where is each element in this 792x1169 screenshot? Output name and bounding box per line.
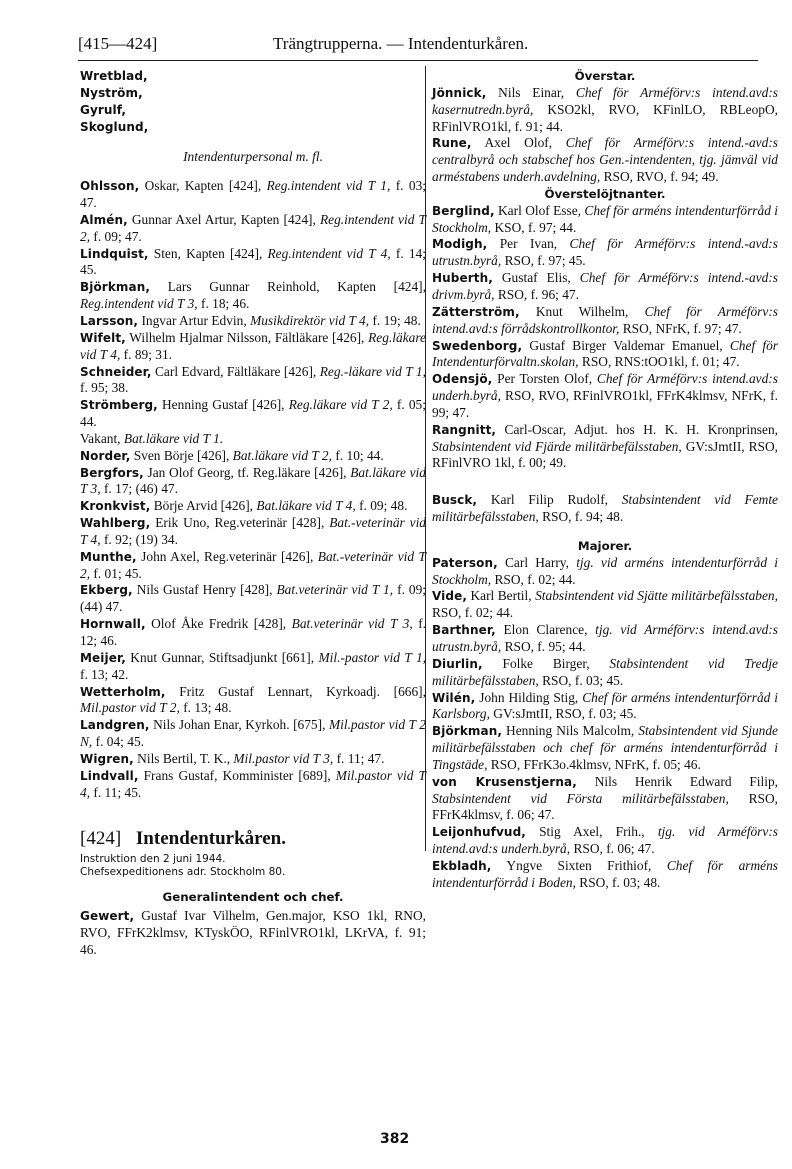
person-position: Reg.intendent vid T 1,	[266, 178, 391, 194]
person-position: Stabsintendent vid Sjunde militärbefälsstaben och chef för arméns intendenturförråd i Tingstäde,	[432, 723, 778, 772]
person-decorations: f. 09; (44) 47.	[80, 582, 427, 615]
person-name: Modigh,	[432, 237, 488, 252]
person-name: Busck,	[432, 493, 478, 508]
person-name: Vide,	[432, 589, 467, 604]
person-name: Ohlsson,	[80, 179, 140, 194]
person-position: Reg.intendent vid T 3,	[80, 296, 198, 312]
person-details: Karl Bertil,	[470, 588, 532, 604]
person-decorations: GV:sJmtII, RSO, f. 03; 45.	[493, 706, 637, 722]
person-position: Stabsintendent vid Tredje militärbefälsstaben,	[432, 655, 778, 688]
entry-list-personnel	[80, 178, 426, 801]
person-decorations: f. 89; 31.	[123, 346, 173, 362]
person-decorations: RSO, FFrK4klmsv, f. 06; 47.	[432, 790, 778, 823]
person-details: Karl Filip Rudolf,	[490, 492, 609, 508]
person-entry	[432, 236, 778, 270]
person-position: Bat.läkare vid T 4,	[256, 498, 356, 514]
person-decorations: f. 11; 47.	[336, 750, 385, 766]
person-entry	[432, 203, 778, 237]
general-heading: Generalintendent och chef.	[162, 890, 344, 905]
person-details: Stig Axel, Frih.,	[539, 824, 645, 840]
person-entry	[80, 448, 426, 465]
section-title: Intendenturkåren.	[135, 828, 286, 850]
person-decorations: RSO, NFrK, f. 97; 47.	[622, 320, 742, 336]
person-details: Gustaf Ivar Vilhelm, Gen.major, KSO 1kl, RNO, RVO, FFrK2klmsv, KTyskÖO, RFinlVRO1kl, LKrVA, f. 91; 46.	[80, 908, 426, 957]
person-details: Oskar, Kapten [424],	[144, 178, 262, 194]
person-name: Diurlin,	[432, 656, 483, 671]
person-name: von Krusenstjerna,	[432, 774, 577, 789]
rank-heading: Majorer.	[577, 538, 633, 553]
person-entry	[432, 858, 778, 892]
person-details: Erik Uno, Reg.veterinär [428],	[155, 515, 325, 531]
person-name: Larsson,	[80, 313, 139, 328]
person-details: Per Torsten Olof,	[497, 371, 593, 387]
person-position: Chef för Arméförv:s intend.-avd:s centralbyrå och stabschef hos Gen.-intendenten, tjg. jämväl vid arméstabens underh.avdelning,	[432, 135, 778, 185]
person-decorations: RSO, RVO, RFinlVRO1kl, FFrK4klmsv, NFrK, f. 99; 47.	[432, 388, 778, 420]
person-name: Wetterholm,	[80, 684, 166, 699]
person-entry	[80, 582, 426, 616]
person-name: Gewert,	[80, 909, 135, 924]
person-decorations: f. 12; 46.	[80, 616, 426, 648]
person-position: Bat.-veterinär vid T 2,	[80, 548, 426, 581]
person-decorations: KSO2kl, RVO, KFinlLO, RBLeopO, RFinlVRO1kl, f. 91; 44.	[432, 101, 778, 134]
person-name: Almén,	[80, 212, 128, 227]
person-entry	[432, 338, 778, 372]
person-decorations: f. 14; 45.	[80, 245, 426, 278]
person-name: Paterson,	[432, 555, 498, 570]
rank-sections	[432, 68, 778, 892]
person-decorations: f. 18; 46.	[201, 296, 250, 312]
person-entry	[80, 616, 426, 650]
person-decorations: RSO, f. 02; 44.	[494, 571, 576, 587]
person-entry	[80, 768, 426, 802]
person-details: John Hilding Stig,	[479, 689, 579, 705]
person-details: Fritz Gustaf Lennart, Kyrkoadj. [666],	[179, 683, 426, 699]
person-details: Ingvar Artur Edvin,	[141, 312, 247, 328]
person-position: Chef för arméns intendenturförråd i Stockholm,	[432, 202, 778, 235]
person-name: Landgren,	[80, 718, 150, 733]
person-position: Stabsintendent vid Sjätte militärbefälsstaben,	[535, 588, 778, 604]
person-position: tjg. vid Arméförv:s intend.avd:s utrustn.byrå,	[432, 622, 778, 654]
person-details: Vakant,	[80, 430, 121, 446]
person-name: Hornwall,	[80, 617, 146, 632]
person-name: Skoglund,	[80, 119, 149, 134]
person-decorations: KSO, f. 97; 44.	[494, 219, 577, 235]
person-position: Reg.intendent vid T 2,	[80, 211, 426, 244]
person-position: Bat.veterinär vid T 3,	[291, 616, 413, 632]
person-decorations: f. 19; 48.	[372, 312, 421, 328]
person-name: Wilén,	[432, 690, 476, 705]
person-name: Norder,	[80, 448, 131, 463]
right-column	[432, 68, 778, 892]
person-details: Yngve Sixten Frithiof,	[506, 857, 652, 873]
header-title: Trängtrupperna. — Intendenturkåren.	[273, 34, 529, 53]
person-name: Björkman,	[80, 280, 151, 295]
person-details: Gustaf Birger Valdemar Emanuel,	[529, 337, 723, 353]
person-entry	[80, 102, 426, 119]
person-position: Bat.läkare vid T 1.	[123, 430, 224, 446]
person-entry	[80, 751, 426, 768]
separator-rule	[432, 472, 778, 480]
person-details: Gustaf Elis,	[501, 270, 571, 286]
person-position: Chef för Intendenturförvaltn.skolan,	[432, 337, 778, 370]
person-name: Bergfors,	[80, 465, 144, 480]
person-decorations: f. 05; 44.	[80, 397, 426, 430]
person-name: Swedenborg,	[432, 338, 523, 353]
section-address: Chefsexpeditionens adr. Stockholm 80.	[80, 866, 286, 879]
person-entry	[432, 422, 778, 473]
person-entry	[432, 723, 778, 774]
person-entry	[432, 656, 778, 690]
person-entry	[80, 119, 426, 136]
person-entry	[80, 364, 426, 398]
person-name: Berglind,	[432, 203, 495, 218]
rank-heading: Överstelöjtnanter.	[544, 186, 666, 201]
person-decorations: RSO, f. 95; 44.	[504, 639, 586, 654]
person-name: Gyrulf,	[80, 102, 127, 117]
person-name: Munthe,	[80, 549, 137, 564]
person-name: Wigren,	[80, 751, 134, 766]
person-position: Chef för Arméförv:s intend.avd:s underh.byrå,	[432, 371, 778, 404]
person-details: Nils Einar,	[498, 84, 565, 100]
person-name: Ekberg,	[80, 583, 133, 598]
person-name: Lindquist,	[80, 246, 149, 261]
person-decorations: f. 10; 44.	[335, 447, 384, 463]
person-details: Carl Harry,	[504, 554, 569, 570]
person-position: Musikdirektör vid T 4,	[250, 312, 370, 328]
person-position: Chef för arméns intendenturförråd i Boden,	[432, 857, 779, 890]
person-decorations: f. 03; 47.	[80, 178, 426, 211]
person-details: Jan Olof Georg, tf. Reg.läkare [426],	[147, 464, 347, 480]
person-details: Axel Olof,	[484, 135, 553, 151]
header-section-range: [415—424]	[78, 34, 158, 53]
person-details: Börje Arvid [426],	[153, 498, 254, 514]
person-details: Sven Börje [426],	[133, 447, 230, 463]
person-decorations: f. 95; 38.	[80, 380, 129, 396]
person-entry	[80, 279, 426, 313]
person-position: Chef för arméns intendenturförråd i Karlsborg,	[432, 689, 778, 722]
person-details: Henning Nils Malcolm,	[506, 723, 635, 739]
person-entry	[432, 371, 778, 422]
person-decorations: RSO, f. 03; 48.	[579, 874, 661, 890]
person-decorations: f. 01; 45.	[93, 565, 142, 581]
person-position: Bat.läkare vid T 3,	[80, 464, 426, 497]
person-entry	[80, 498, 426, 515]
person-name: Wahlberg,	[80, 516, 151, 531]
person-position: Chef för Arméförv:s intend.avd:s kasernutredn.byrå,	[432, 84, 778, 117]
person-details: Carl-Oscar, Adjut. hos H. K. H. Kronprinsen,	[504, 421, 778, 437]
section-heading	[80, 827, 426, 851]
entry-list-top	[80, 68, 426, 135]
person-name: Wifelt,	[80, 330, 126, 345]
person-position: Reg.-läkare vid T 1,	[319, 363, 426, 379]
person-decorations: RSO, f. 94; 48.	[542, 509, 624, 525]
person-entry	[80, 549, 426, 583]
person-details: Nils Henrik Edward Filip,	[594, 773, 779, 789]
person-name: Leijonhufvud,	[432, 825, 526, 840]
person-name: Huberth,	[432, 271, 493, 286]
person-decorations: f. 17; (46) 47.	[103, 481, 178, 497]
person-decorations: GV:sJmtII, RSO, RFinlVRO 1kl, f. 00; 49.	[432, 438, 778, 471]
person-entry	[432, 492, 778, 526]
person-position: Bat.veterinär vid T 1,	[276, 582, 394, 598]
person-name: Kronkvist,	[80, 499, 151, 514]
person-position: Bat.läkare vid T 2,	[232, 447, 332, 463]
person-decorations: RSO, f. 96; 47.	[497, 286, 579, 302]
person-details: Wilhelm Hjalmar Nilsson, Fältläkare [426],	[129, 329, 365, 345]
rank-heading: Överstar.	[574, 69, 636, 83]
person-details: Olof Åke Fredrik [428],	[151, 616, 287, 632]
person-position: Mil.pastor vid T 2 N,	[80, 717, 426, 750]
person-name: Wretblad,	[80, 69, 148, 83]
person-details: Per Ivan,	[499, 236, 558, 252]
person-details: Sten, Kapten [424],	[153, 245, 263, 261]
person-name: Jönnick,	[432, 85, 487, 100]
person-entry	[80, 313, 426, 330]
person-entry	[80, 68, 426, 85]
person-position: Chef för Arméförv:s intend.avd:s förrådskontrollkontor,	[432, 303, 778, 336]
person-entry	[80, 431, 426, 448]
person-name: Strömberg,	[80, 398, 158, 413]
person-details: Folke Birger,	[502, 655, 590, 671]
person-position: Chef för Arméförv:s intend.-avd:s utrustn.byrå,	[432, 236, 778, 269]
person-entry	[80, 246, 426, 280]
person-position: Stabsintendent vid Första militärbefälsstaben,	[432, 790, 729, 806]
person-decorations: f. 13; 48.	[183, 700, 232, 716]
person-entry	[432, 555, 778, 589]
person-entry	[80, 908, 426, 959]
person-name: Nyström,	[80, 85, 143, 100]
person-entry	[80, 397, 426, 431]
person-details: Frans Gustaf, Komminister [689],	[143, 767, 331, 783]
person-name: Björkman,	[432, 724, 503, 739]
page-number: 382	[380, 1131, 410, 1147]
person-position: Chef för Arméförv:s intend.-avd:s drivm.byrå,	[432, 270, 779, 302]
person-entry	[432, 304, 778, 338]
person-details: Nils Johan Enar, Kyrkoh. [675],	[153, 717, 326, 733]
person-decorations: RSO, RNS:tOO1kl, f. 01; 47.	[581, 354, 740, 370]
person-entry	[80, 212, 426, 246]
person-name: Ekbladh,	[432, 858, 492, 873]
person-entry	[432, 774, 778, 825]
person-position: Stabsintendent vid Fjärde militärbefälsstaben,	[432, 438, 682, 454]
person-decorations: RSO, f. 06; 47.	[573, 841, 655, 857]
person-name: Meijer,	[80, 650, 126, 665]
person-entry	[80, 465, 426, 499]
person-decorations: f. 92; (19) 34.	[103, 531, 178, 547]
person-entry	[432, 622, 778, 656]
person-details: Gunnar Axel Artur, Kapten [424],	[131, 211, 316, 227]
person-decorations: RSO, f. 97; 45.	[504, 253, 586, 269]
person-details: Karl Olof Esse,	[498, 202, 582, 218]
entry-list-general	[80, 908, 426, 959]
person-entry	[80, 85, 426, 102]
person-decorations: RSO, RVO, f. 94; 49.	[603, 169, 719, 185]
person-entry	[432, 270, 778, 304]
person-details: Carl Edvard, Fältläkare [426],	[154, 363, 317, 379]
person-position: Mil.pastor vid T 4,	[80, 767, 426, 800]
person-position: Mil.pastor vid T 2,	[80, 700, 180, 716]
person-name: Lindvall,	[80, 768, 139, 783]
person-name: Rune,	[432, 136, 472, 151]
person-position: Reg.läkare vid T 2,	[288, 397, 393, 413]
person-position: tjg. vid arméns intendenturförråd i Stockholm,	[432, 554, 778, 587]
person-name: Schneider,	[80, 364, 152, 379]
person-details: Elon Clarence,	[503, 622, 588, 638]
section-number: [424]	[80, 828, 122, 850]
section-gap	[432, 480, 778, 492]
person-decorations: f. 04; 45.	[95, 734, 144, 750]
left-column	[80, 68, 426, 959]
person-decorations: RSO, FFrK3o.4klmsv, NFrK, f. 05; 46.	[490, 756, 701, 772]
person-entry	[432, 690, 778, 724]
person-entry	[80, 717, 426, 751]
person-details: Nils Gustaf Henry [428],	[136, 582, 273, 598]
person-details: Henning Gustaf [426],	[162, 397, 285, 413]
person-position: Reg.läkare vid T 4,	[80, 329, 426, 362]
person-entry	[80, 650, 426, 684]
person-position: Mil.pastor vid T 3,	[233, 750, 334, 766]
person-decorations: f. 11; 45.	[93, 784, 142, 800]
person-details: John Axel, Reg.veterinär [426],	[141, 548, 314, 564]
person-entry	[80, 330, 426, 364]
person-entry	[432, 588, 778, 622]
person-decorations: f. 09; 47.	[93, 228, 142, 244]
section-instruction: Instruktion den 2 juni 1944.	[80, 853, 226, 866]
person-name: Odensjö,	[432, 372, 493, 387]
person-decorations: f. 09; 48.	[359, 498, 408, 514]
personnel-subheading: Intendenturpersonal m. fl.	[183, 149, 323, 165]
person-name: Barthner,	[432, 623, 496, 638]
person-entry	[432, 135, 778, 186]
person-position: Bat.-veterinär vid T 4,	[80, 515, 427, 547]
person-details: Knut Gunnar, Stiftsadjunkt [661],	[130, 649, 315, 665]
person-decorations: f. 13; 42.	[80, 666, 129, 682]
person-position: Stabsintendent vid Femte militärbefälsstaben,	[432, 492, 778, 525]
person-entry	[80, 178, 426, 212]
running-header	[78, 30, 758, 61]
person-entry	[432, 85, 778, 136]
person-details: Lars Gunnar Reinhold, Kapten [424],	[167, 279, 426, 295]
person-details: Nils Bertil, T. K.,	[137, 750, 231, 766]
person-position: Reg.intendent vid T 4,	[267, 245, 391, 261]
person-entry	[80, 515, 426, 549]
section-gap	[432, 526, 778, 538]
person-position: tjg. vid Arméförv:s intend.avd:s underh.byrå,	[432, 824, 778, 857]
person-decorations: RSO, f. 02; 44.	[432, 605, 514, 621]
person-decorations: RSO, f. 03; 45.	[542, 672, 624, 688]
person-name: Rangnitt,	[432, 422, 497, 437]
person-name: Zätterström,	[432, 304, 520, 319]
person-entry	[432, 824, 778, 858]
person-entry	[80, 684, 426, 718]
person-position: Mil.-pastor vid T 1,	[318, 649, 426, 665]
person-details: Knut Wilhelm,	[535, 303, 629, 319]
